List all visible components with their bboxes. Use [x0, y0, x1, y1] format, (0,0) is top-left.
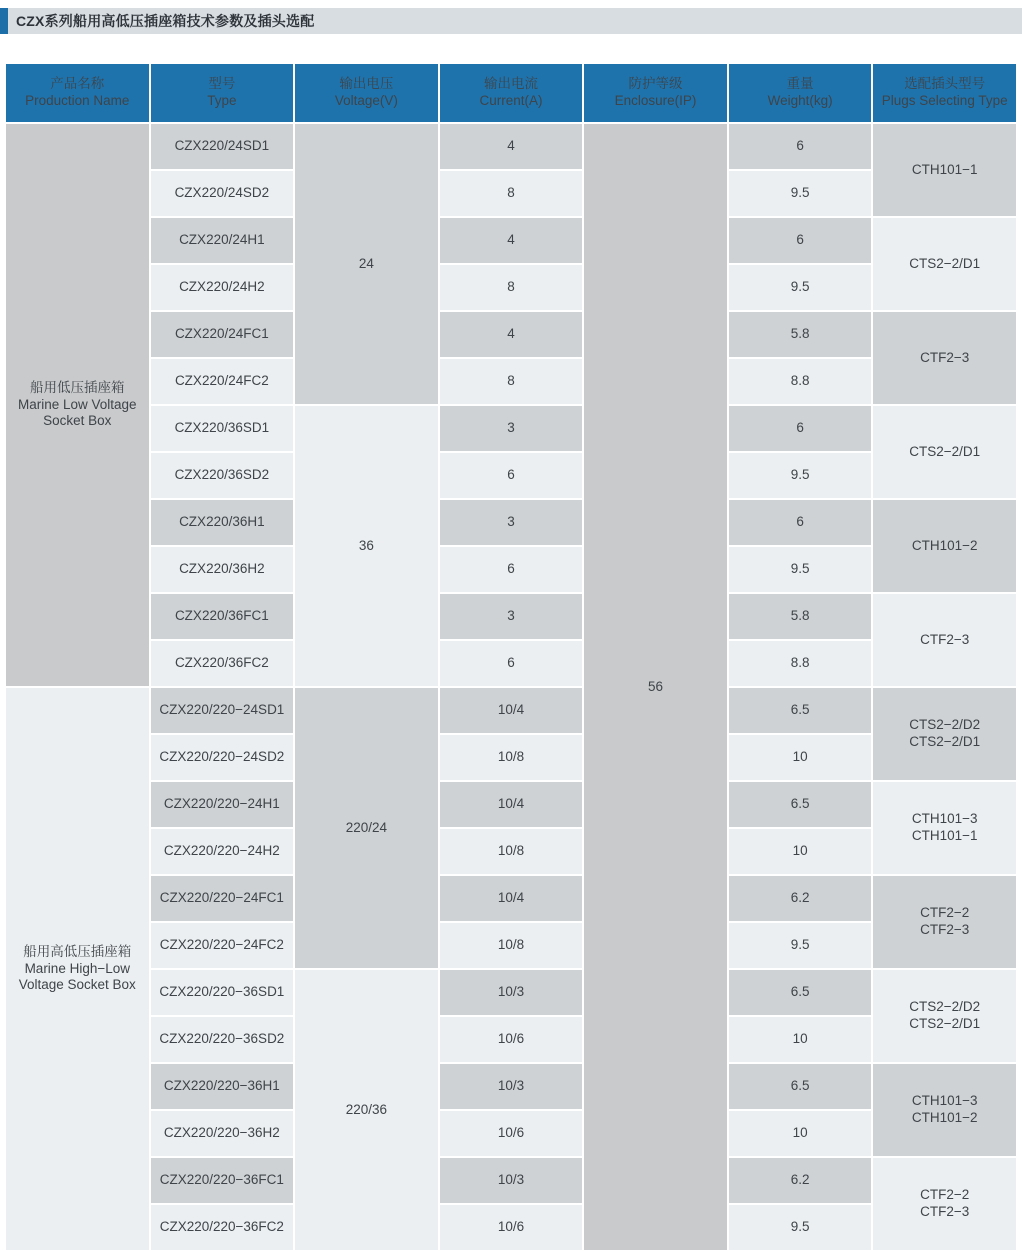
weight-cell: 6.5: [729, 1064, 872, 1109]
plug-line-1: CTS2−2/D2: [909, 999, 981, 1015]
col-header-type: [151, 64, 294, 122]
plug-cell: [873, 688, 1016, 780]
weight-cell: 6: [729, 406, 872, 451]
category-cell-high-low-voltage: [6, 688, 149, 1250]
weight-cell: 9.5: [729, 547, 872, 592]
type-cell: CZX220/220−36H2: [151, 1111, 294, 1156]
category-cn: 船用高低压插座箱: [23, 943, 132, 959]
current-cell: 10/3: [440, 1158, 583, 1203]
current-cell: 10/8: [440, 735, 583, 780]
type-cell: CZX220/36H2: [151, 547, 294, 592]
current-cell: 8: [440, 171, 583, 216]
weight-cell: 6: [729, 218, 872, 263]
weight-cell: 6.2: [729, 876, 872, 921]
category-en2: Voltage Socket Box: [18, 977, 136, 993]
type-cell: CZX220/220−24H2: [151, 829, 294, 874]
type-cell: CZX220/220−36SD2: [151, 1017, 294, 1062]
plug-cell: [873, 124, 1016, 216]
table-row: [6, 688, 1016, 733]
plug-cell: [873, 1064, 1016, 1156]
current-cell: 10/8: [440, 923, 583, 968]
plug-line-1: CTF2−2: [920, 905, 970, 921]
plug-line-1: CTH101−2: [911, 537, 978, 553]
weight-cell: 8.8: [729, 641, 872, 686]
table-row: [6, 876, 1016, 921]
table-row: [6, 124, 1016, 169]
plug-cell: [873, 406, 1016, 498]
col-header-cn: 产品名称: [50, 76, 105, 92]
current-cell: 3: [440, 500, 583, 545]
current-cell: 10/6: [440, 1111, 583, 1156]
plug-line-1: CTF2−2: [920, 1187, 970, 1203]
weight-cell: 6.5: [729, 970, 872, 1015]
current-cell: 10/4: [440, 876, 583, 921]
plug-line-1: CTF2−3: [920, 349, 970, 365]
current-cell: 6: [440, 547, 583, 592]
voltage-cell: 220/24: [295, 688, 438, 968]
spec-table-body: [6, 124, 1016, 1250]
type-cell: CZX220/24FC2: [151, 359, 294, 404]
table-row: [6, 594, 1016, 639]
spec-table-head: [6, 64, 1016, 122]
plug-cell: [873, 970, 1016, 1062]
current-cell: 6: [440, 453, 583, 498]
page-title: CZX系列船用高低压插座箱技术参数及插头选配: [16, 13, 315, 29]
plug-line-1: CTH101−3: [911, 1093, 978, 1109]
type-cell: CZX220/220−24FC2: [151, 923, 294, 968]
weight-cell: 5.8: [729, 594, 872, 639]
type-cell: CZX220/24FC1: [151, 312, 294, 357]
weight-cell: 9.5: [729, 923, 872, 968]
plug-line-1: CTS2−2/D2: [909, 717, 981, 733]
current-cell: 4: [440, 218, 583, 263]
col-header-current: [440, 64, 583, 122]
col-header-cn: 输出电压: [339, 76, 394, 92]
table-row: [6, 1017, 1016, 1062]
weight-cell: 6: [729, 124, 872, 169]
col-header-cn: 重量: [786, 76, 814, 92]
type-cell: CZX220/220−36SD1: [151, 970, 294, 1015]
col-header-cn: 输出电流: [483, 76, 538, 92]
plug-cell: [873, 500, 1016, 592]
type-cell: CZX220/220−24SD2: [151, 735, 294, 780]
current-cell: 3: [440, 594, 583, 639]
table-row: [6, 923, 1016, 968]
plug-line-1: CTH101−3: [911, 811, 978, 827]
table-row: [6, 312, 1016, 357]
current-cell: 10/8: [440, 829, 583, 874]
type-cell: CZX220/220−24H1: [151, 782, 294, 827]
plug-line-2: CTH101−2: [911, 1110, 978, 1125]
current-cell: 10/6: [440, 1205, 583, 1250]
type-cell: CZX220/24H2: [151, 265, 294, 310]
plug-cell: [873, 218, 1016, 310]
table-row: [6, 500, 1016, 545]
col-header-en: Plugs Selecting Type: [881, 93, 1008, 108]
type-cell: CZX220/24SD1: [151, 124, 294, 169]
plug-cell: [873, 594, 1016, 686]
section-title-bar: [0, 8, 1022, 34]
voltage-cell: 220/36: [295, 970, 438, 1250]
plug-cell: [873, 782, 1016, 874]
weight-cell: 6.5: [729, 782, 872, 827]
category-en1: Marine High−Low: [24, 960, 130, 976]
weight-cell: 10: [729, 735, 872, 780]
table-row: [6, 547, 1016, 592]
col-header-voltage: [295, 64, 438, 122]
weight-cell: 6: [729, 500, 872, 545]
plug-cell: [873, 312, 1016, 404]
weight-cell: 9.5: [729, 453, 872, 498]
table-row: [6, 735, 1016, 780]
plug-line-2: CTS2−2/D1: [909, 734, 981, 749]
plug-line-1: CTH101−1: [911, 161, 978, 177]
table-row: [6, 1158, 1016, 1203]
plug-line-1: CTS2−2/D1: [909, 443, 981, 459]
col-header-production-name: [6, 64, 149, 122]
voltage-cell: 24: [295, 124, 438, 404]
weight-cell: 9.5: [729, 171, 872, 216]
table-row: [6, 453, 1016, 498]
weight-cell: 6.5: [729, 688, 872, 733]
type-cell: CZX220/220−36FC1: [151, 1158, 294, 1203]
spec-table-wrapper: [4, 62, 1018, 1252]
col-header-en: Production Name: [25, 93, 130, 108]
current-cell: 3: [440, 406, 583, 451]
col-header-en: Voltage(V): [334, 93, 398, 108]
col-header-en: Weight(kg): [767, 93, 833, 108]
current-cell: 10/4: [440, 782, 583, 827]
type-cell: CZX220/36H1: [151, 500, 294, 545]
current-cell: 10/3: [440, 970, 583, 1015]
plug-cell: [873, 1158, 1016, 1250]
spec-table: [4, 62, 1018, 1252]
table-row: [6, 218, 1016, 263]
col-header-cn: 选配插头型号: [904, 76, 986, 92]
current-cell: 4: [440, 312, 583, 357]
table-row: [6, 1111, 1016, 1156]
table-row: [6, 1064, 1016, 1109]
type-cell: CZX220/36FC2: [151, 641, 294, 686]
table-header-row: [6, 64, 1016, 122]
plug-line-1: CTS2−2/D1: [909, 255, 981, 271]
weight-cell: 10: [729, 1017, 872, 1062]
table-row: [6, 782, 1016, 827]
table-row: [6, 265, 1016, 310]
plug-line-2: CTF2−3: [920, 922, 970, 937]
col-header-en: Enclosure(IP): [614, 93, 697, 108]
col-header-cn: 防护等级: [628, 76, 683, 92]
plug-line-2: CTS2−2/D1: [909, 1016, 981, 1031]
type-cell: CZX220/220−24SD1: [151, 688, 294, 733]
type-cell: CZX220/36SD1: [151, 406, 294, 451]
table-row: [6, 641, 1016, 686]
current-cell: 8: [440, 265, 583, 310]
col-header-en: Current(A): [479, 93, 543, 108]
type-cell: CZX220/24SD2: [151, 171, 294, 216]
weight-cell: 10: [729, 829, 872, 874]
plug-line-2: CTF2−3: [920, 1204, 970, 1219]
type-cell: CZX220/220−24FC1: [151, 876, 294, 921]
plug-cell: [873, 876, 1016, 968]
category-cn: 船用低压插座箱: [30, 379, 125, 395]
current-cell: 4: [440, 124, 583, 169]
col-header-en: Type: [207, 93, 237, 108]
enclosure-cell: 56: [584, 124, 727, 1250]
weight-cell: 10: [729, 1111, 872, 1156]
weight-cell: 9.5: [729, 265, 872, 310]
current-cell: 10/4: [440, 688, 583, 733]
table-row: [6, 359, 1016, 404]
plug-line-2: CTH101−1: [911, 828, 978, 843]
table-row: [6, 1205, 1016, 1250]
title-accent-bar: [0, 8, 8, 34]
col-header-enclosure: [584, 64, 727, 122]
col-header-plugs: [873, 64, 1016, 122]
type-cell: CZX220/36SD2: [151, 453, 294, 498]
category-en2: Socket Box: [43, 413, 112, 429]
current-cell: 8: [440, 359, 583, 404]
category-cell-low-voltage: [6, 124, 149, 686]
table-row: [6, 171, 1016, 216]
weight-cell: 5.8: [729, 312, 872, 357]
table-row: [6, 970, 1016, 1015]
col-header-cn: 型号: [208, 76, 236, 92]
type-cell: CZX220/24H1: [151, 218, 294, 263]
plug-line-1: CTF2−3: [920, 631, 970, 647]
table-row: [6, 406, 1016, 451]
category-en1: Marine Low Voltage: [17, 396, 137, 412]
current-cell: 6: [440, 641, 583, 686]
table-row: [6, 829, 1016, 874]
current-cell: 10/3: [440, 1064, 583, 1109]
col-header-weight: [729, 64, 872, 122]
weight-cell: 8.8: [729, 359, 872, 404]
type-cell: CZX220/220−36FC2: [151, 1205, 294, 1250]
type-cell: CZX220/220−36H1: [151, 1064, 294, 1109]
weight-cell: 9.5: [729, 1205, 872, 1250]
voltage-cell: 36: [295, 406, 438, 686]
type-cell: CZX220/36FC1: [151, 594, 294, 639]
current-cell: 10/6: [440, 1017, 583, 1062]
weight-cell: 6.2: [729, 1158, 872, 1203]
